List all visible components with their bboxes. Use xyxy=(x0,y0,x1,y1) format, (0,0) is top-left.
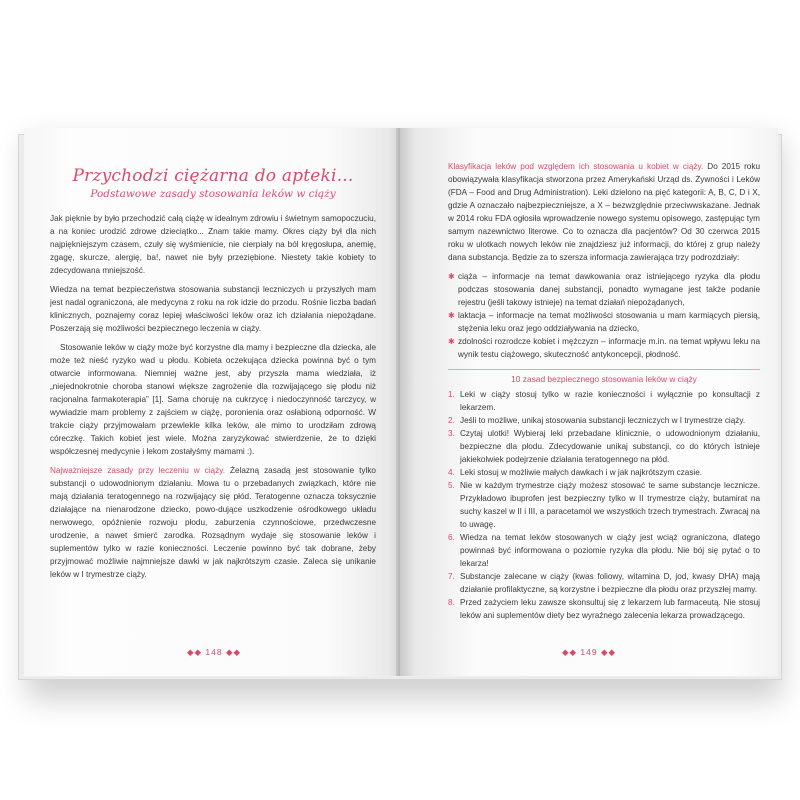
list-item: 1. Leki w ciąży stosuj tylko w razie konieczności i wyłącznie po konsultacji z lekarzem. xyxy=(448,390,760,412)
bullet-icon: ✱ xyxy=(448,337,455,346)
list-item: ✱ zdolności rozrodcze kobiet i mężczyzn – informacje m.in. na temat wpływu leku na wynik testu ciążowego, skuteczność antykoncepcji, płodność. xyxy=(448,337,760,359)
paragraph-body: Do 2015 roku obowiązywała klasyfikacja stworzona przez Amerykański Urząd ds. Żywności i Leków (FDA – Food and Drug Administration). Leki dzielono na pięć kategorii: A, B, C, D i X, gdzie A oznaczało najbezpieczniejsze, a X – bezwzględnie przeciwwskazane. Jednak w 2014 roku FDA ogłosiła wprowadzenie nowego systemu opisowego, zastępując tym samym nazewnictwo literowe. Co to oznacza dla pacjentów? Od 30 czerwca 2015 roku w ulotkach nowych leków nie znajdziesz już informacji, do której z grup należy dana substancja. Będzie za to szersza informacja zawierająca trzy podrozdziały: xyxy=(448,162,761,262)
rules-heading: 10 zasad bezpiecznego stosowania leków w ciąży xyxy=(448,369,760,384)
page-number: ◆◆ 149 ◆◆ xyxy=(561,647,617,657)
paragraph-lead: Klasyfikacja leków pod względem ich stosowania u kobiet w ciąży. xyxy=(448,162,704,171)
bullet-list xyxy=(448,270,760,361)
paragraph xyxy=(448,160,760,264)
list-item: 3. Czytaj ulotki! Wybieraj leki przebadane klinicznie, o udowodnionym działaniu, bezpieczne dla płodu. Zdecydowanie unikaj substancji, co do których istnieje jakiekolwiek podejrzenie działania teratogennego na płód. xyxy=(448,429,760,464)
paragraph: Wiedza na temat bezpieczeństwa stosowania substancji leczniczych u przyszłych mam jest nadal ograniczona, ale medycyna z roku na rok idzie do przodu. Rośnie liczba badań klinicznych, poznajemy coraz lepiej właściwości leków oraz ich działania niepożądane. Poszerzają się możliwości bezpiecznego leczenia w ciąży. xyxy=(50,285,376,333)
left-page xyxy=(24,128,404,676)
page-number: ◆◆ 148 ◆◆ xyxy=(186,647,242,657)
list-item: 2. Jeśli to możliwe, unikaj stosowania substancji leczniczych w I trymestrze ciąży. xyxy=(448,416,746,425)
paragraph-body: Żelazną zasadą jest stosowanie tylko substancji o udowodnionym działaniu. Mowa tu o przebadanych związkach, które nie mają działania teratogennego na rozwijający się płód. Teratogenne oznacza toksycznie działające na nienarodzone dziecko, powo-dujące uszkodzenie ośrodkowego układu nerwowego, opóźnienie rozwoju płodu, zaburzenia czynnościowe, przedwczesne urodzenie, a nawet śmierć zarodka. Rozsądnym wydaje się stosowanie leków i suplementów tylko w razie konieczności. Leczenie powinno być tak dobrane, żeby przyjmować możliwie najmniejsze dawki w jak najkrótszym czasie. Zaleca się unikanie leków w I trymestrze ciąży. xyxy=(50,466,376,579)
paragraph: Jak pięknie by było przechodzić całą ciążę w idealnym zdrowiu i świetnym samopoczuciu, a na koniec urodzić zdrowe dzieciątko... Znam takie mamy. Okres ciąży był dla nich najpiękniejszym czasem, czuły się wyśmienicie, nie cierpiały na ból kręgosłupa, anemię, zgagę, skurcze, alergię, ba!, nawet nie były przeziębione. Niestety takie kobiety to zdecydowana mniejszość. xyxy=(50,214,376,275)
list-item: 5. Nie w każdym trymestrze ciąży możesz stosować te same substancje lecznicze. Przykładowo ibuprofen jest bezpieczny tylko w II trymestrze ciąży, butamirat na suchy kaszel w II i III, a paracetamol we wszystkich trzech trymestrach. Zwracaj na to uwagę. xyxy=(448,481,760,529)
paragraph-lead: Najważniejsze zasady przy leczeniu w ciąży. xyxy=(50,466,225,475)
right-page xyxy=(400,128,778,676)
rules-list xyxy=(448,388,760,622)
paragraph xyxy=(50,464,376,581)
bullet-icon: ✱ xyxy=(448,272,455,281)
paragraph: Stosowanie leków w ciąży może być korzystne dla mamy i bezpieczne dla dziecka, ale może też nieść ryzyko wad u płodu. Kobieta oczekująca dziecka powinna być o tym otwarcie informowana. Niemniej ważne jest, aby przyszła mama wiedziała, iż „niejednokrotnie choroba stanowi większe zagrożenie dla rozwijającego się płodu niż racjonalna farmakoterapia” [1]. Sama choruję na cukrzycę i niedoczynność tarczycy, w wywiadzie mam problemy z zajściem w ciążę, poronienia oraz osłabioną odporność. W trakcie ciąży przyjmowałam przewlekle kilka leków, ale mimo to urodziłam zdrową córeczkę. Takich kobiet jest wiele. Można zaryzykować stwierdzenie, że to dzięki współczesnej medycynie i lekom zostałyśmy mamami :). xyxy=(50,343,376,456)
list-item: 4. Leki stosuj w możliwie małych dawkach i w jak najkrótszym czasie. xyxy=(448,468,703,477)
list-item: 7. Substancje zalecane w ciąży (kwas foliowy, witamina D, jod, kwasy DHA) mają działanie profilaktyczne, są korzystne i bezpieczne dla płodu oraz przyszłej mamy. xyxy=(448,572,760,594)
list-item: 6. Wiedza na temat leków stosowanych w ciąży jest wciąż ograniczona, dlatego powinnaś być informowana o poziomie ryzyka dla płodu. Nie bój się pytać o to lekarza! xyxy=(448,533,760,568)
chapter-subtitle: Podstawowe zasady stosowania leków w ciąży xyxy=(90,188,336,200)
list-item: ✱ laktacja – informacje na temat możliwości stosowania u mam karmiących piersią, stężenia leku oraz jego oddziaływania na dziecko, xyxy=(448,311,760,333)
chapter-title: Przychodzi ciężarna do apteki... xyxy=(72,166,354,186)
list-item: ✱ ciąża – informacje na temat dawkowania oraz istniejącego ryzyka dla płodu podczas stosowania danej substancji, ponadto wymagane jest także podanie rejestru (jeśli takowy istnieje) na temat działań niepożądanych, xyxy=(448,272,760,307)
bullet-icon: ✱ xyxy=(448,311,455,320)
list-item: 8. Przed zażyciem leku zawsze skonsultuj się z lekarzem lub farmaceutą. Nie stosuj leków ani suplementów diety bez wyraźnego zalecenia lekarza prowadzącego. xyxy=(448,598,760,620)
